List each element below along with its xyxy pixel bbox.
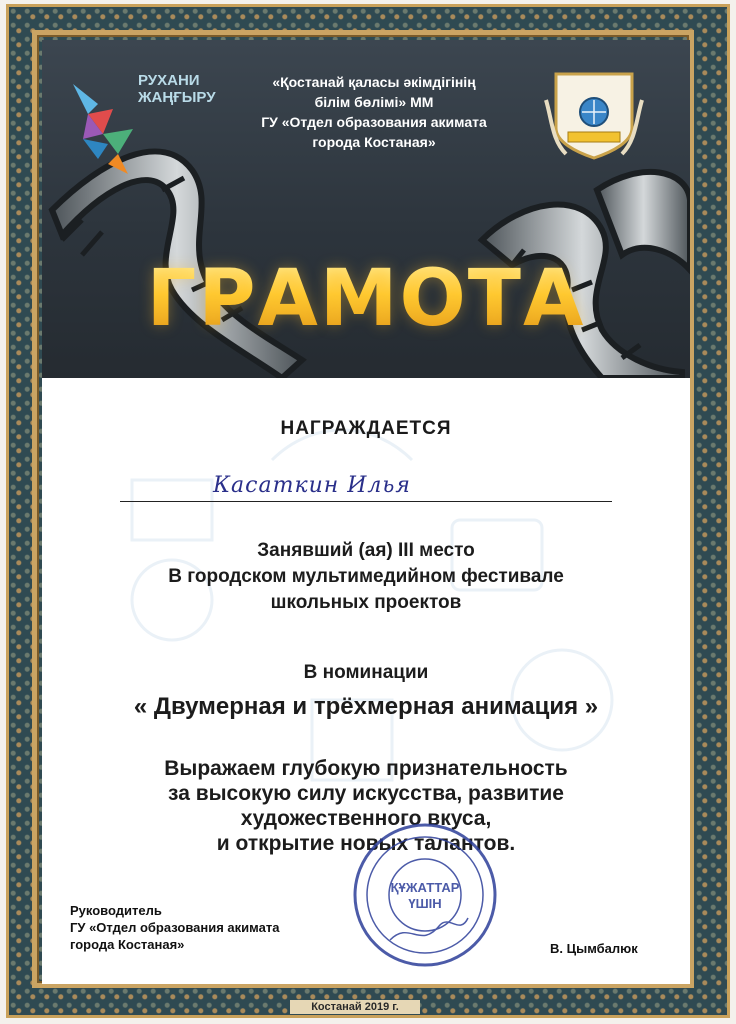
role-line-1: Руководитель bbox=[70, 903, 162, 918]
stamp-center-line-1: ҚҰЖАТТАР bbox=[390, 880, 460, 895]
role-line-3: города Костаная» bbox=[70, 937, 185, 952]
nomination-label: В номинации bbox=[303, 662, 429, 683]
org-kz-line-1: «Қостанай қаласы әкімдігінің bbox=[272, 74, 476, 90]
certificate-title: ГРАМОТА bbox=[42, 254, 690, 344]
achievement-text bbox=[42, 538, 690, 616]
recipient-name: Касаткин Илья bbox=[213, 473, 411, 498]
achievement-line-3: школьных проектов bbox=[270, 592, 462, 613]
gratitude-line-2: за высокую силу искусства, развитие bbox=[168, 782, 564, 805]
organization-title bbox=[228, 72, 520, 152]
header-banner bbox=[42, 40, 690, 378]
org-ru-line-1: ГУ «Отдел образования акимата bbox=[261, 114, 487, 130]
org-ru-line-2: города Костаная» bbox=[312, 134, 436, 150]
stamp-center-line-2: ҮШІН bbox=[408, 896, 442, 911]
signer-name: В. Цымбалюк bbox=[550, 941, 638, 956]
place-and-year: Костанай 2019 г. bbox=[290, 1000, 420, 1014]
education-department-emblem bbox=[542, 70, 646, 162]
official-stamp bbox=[350, 820, 500, 970]
signatory-role bbox=[70, 902, 279, 953]
certificate-panel bbox=[42, 40, 690, 984]
role-line-2: ГУ «Отдел образования акимата bbox=[70, 920, 280, 935]
brand-line-2: ЖАҢҒЫРУ bbox=[138, 89, 216, 106]
bird-logo-icon bbox=[68, 74, 138, 184]
gratitude-line-3: художественного вкуса, bbox=[240, 807, 492, 830]
nomination-name: « Двумерная и трёхмерная анимация » bbox=[133, 693, 599, 720]
gratitude-line-4: и открытие новых талантов. bbox=[216, 832, 516, 855]
awarded-label: НАГРАЖДАЕТСЯ bbox=[280, 418, 452, 439]
org-kz-line-2: білім бөлімі» ММ bbox=[314, 94, 434, 110]
achievement-line-2: В городском мультимедийном фестивале bbox=[168, 566, 564, 587]
brand-logo-text bbox=[138, 72, 216, 106]
brand-line-1: РУХАНИ bbox=[138, 72, 200, 89]
gratitude-line-1: Выражаем глубокую признательность bbox=[164, 757, 568, 780]
recipient-underline bbox=[120, 501, 612, 502]
achievement-line-1: Занявший (ая) III место bbox=[257, 540, 475, 561]
